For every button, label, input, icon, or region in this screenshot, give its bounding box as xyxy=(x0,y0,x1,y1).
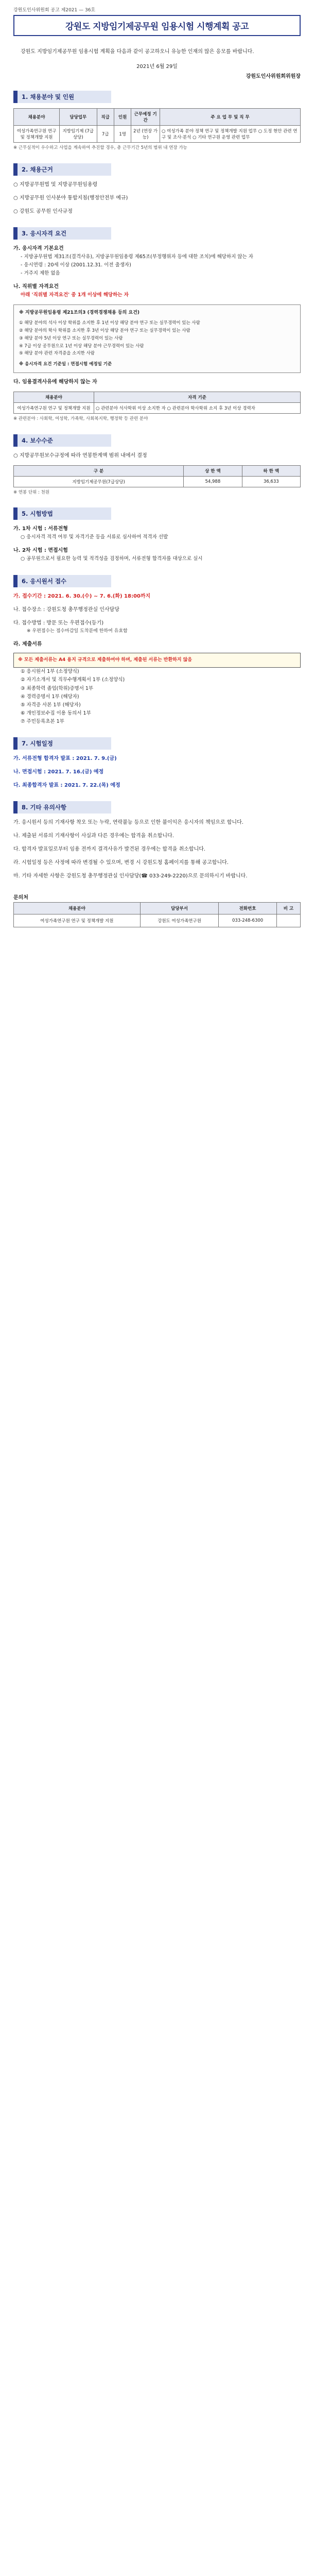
sec3b-note: ※ 관련분야 : 사회학, 여성학, 가족학, 사회복지학, 행정학 등 관련 분야 xyxy=(13,416,148,422)
sec3-sub-b: 나. 직위별 자격요건 xyxy=(13,284,59,290)
section-7-heading: 7. 시험일정 xyxy=(13,737,111,750)
section-5-heading: 5. 시험방법 xyxy=(13,507,111,520)
table-header-row xyxy=(14,109,301,126)
section-1-heading: 1. 채용분야 및 인원 xyxy=(13,91,111,103)
sec6-a xyxy=(13,592,301,601)
cell-duties: ○ 여성가족 분야 정책 연구 및 정책개발 지원 업무 ○ 도정 현안 관련 연구 및 조사·분석 ○ 기타 연구원 운영 관련 업무 xyxy=(160,126,301,143)
cell-count: 1명 xyxy=(114,126,131,143)
table-row xyxy=(14,476,301,487)
section-8-heading: 8. 기타 유의사항 xyxy=(13,801,111,814)
list-item: 라. 시험일정 등은 사정에 따라 변경될 수 있으며, 변경 시 강원도청 홈페이지를 통해 공고합니다. xyxy=(13,860,229,866)
sec3-sub-c: 다. 임용결격사유에 해당하지 않는 자 xyxy=(13,379,97,385)
col-grade: 직급 xyxy=(97,109,114,126)
cell-period: 2년 (연장 가능) xyxy=(131,126,160,143)
section-2-heading: 2. 채용근거 xyxy=(13,163,111,176)
sec6-b: 나. 접수장소 : 강원도청 총무행정관실 인사담당 xyxy=(13,606,119,613)
sec3-highlight: 아래 '직위별 자격요건' 중 1개 이상에 해당하는 자 xyxy=(21,292,129,298)
notice-title: 강원도 지방임기제공무원 임용시험 시행계획 공고 xyxy=(13,15,301,36)
list-item: ⑥ 개인정보수집 이용 동의서 1부 xyxy=(21,710,91,716)
col-dept: 담당업무 xyxy=(60,109,97,126)
cell-grade: 7급 xyxy=(97,126,114,143)
col-duties: 주 요 업 무 및 직 무 xyxy=(160,109,301,126)
regulation-footnote: ※ 응시자격 요건 기준일 : 면접시험 예정일 기준 xyxy=(19,362,112,367)
step-2-desc: ○ 공무원으로서 필요한 능력 및 적격성을 검정하며, 서류전형 합격자를 대상으로 실시 xyxy=(21,556,203,562)
list-item: - 거주지 제한 없음 xyxy=(21,270,60,276)
col-label: 구 분 xyxy=(14,465,184,476)
list-item: ⑦ 주민등록초본 1부 xyxy=(21,719,64,725)
cell-upper: 54,988 xyxy=(184,476,242,487)
list-item: ① 해당 분야의 석사 이상 학위를 소지한 후 1년 이상 해당 분야 연구 또는 실무경력이 있는 사람 xyxy=(19,320,200,326)
salary-unit-note: ※ 연봉 단위 : 천원 xyxy=(13,489,50,495)
sec3-sub-a: 가. 응시자격 기본요건 xyxy=(13,245,64,251)
list-item: ② 해당 분야의 학사 학위를 소지한 후 3년 이상 해당 분야 연구 또는 실무경력이 있는 사람 xyxy=(19,328,190,333)
cell-field: 여성가족연구원 연구 및 정책개발 지원 xyxy=(14,403,94,414)
list-item: 가. 서류전형 합격자 발표 : 2021. 7. 9.(금) xyxy=(13,756,117,762)
sec4-intro: ○ 지방공무원보수규정에 따라 연봉한계액 범위 내에서 결정 xyxy=(13,452,147,459)
cell-label: 지방임기제공무원(7급상당) xyxy=(14,476,184,487)
sec1-note: ※ 근무실적이 우수하고 사업을 계속하여 추진할 경우, 총 근무기간 5년의 범위 내 연장 가능 xyxy=(13,145,187,150)
list-item: ② 자기소개서 및 직무수행계획서 1부 (소정양식) xyxy=(21,677,125,683)
sec6-d: 라. 제출서류 xyxy=(13,641,42,647)
cell-dept: 지방임기제 (7급상당) xyxy=(60,126,97,143)
cell-note xyxy=(276,914,300,927)
col-phone: 전화번호 xyxy=(219,903,277,914)
issuer-name: 강원도인사위원회위원장 xyxy=(246,74,301,79)
list-item: 다. 최종합격자 발표 : 2021. 7. 22.(목) 예정 xyxy=(13,783,120,789)
regulation-box xyxy=(13,304,301,373)
intro-text: 강원도 지방임기제공무원 임용시험 계획을 다음과 같이 공고하오니 유능한 인재의 많은 응모를 바랍니다. xyxy=(21,49,254,55)
col-period: 근무예정 기간 xyxy=(131,109,160,126)
list-item: 나. 제출된 서류의 기재사항이 사실과 다른 경우에는 합격을 취소합니다. xyxy=(13,833,174,839)
application-period: 가. 접수기간 : 2021. 6. 30.(수) ~ 7. 6.(화) 18:00까지 xyxy=(13,593,151,599)
list-item: ○ 강원도 공무원 인사규정 xyxy=(13,208,73,214)
contact-table xyxy=(13,902,301,927)
step-1: 가. 1차 시험 : 서류전형 xyxy=(13,526,68,532)
col-lower: 하 한 액 xyxy=(242,465,300,476)
col-criteria: 자격 기준 xyxy=(94,392,300,403)
table-header-row xyxy=(14,392,301,403)
cell-dept: 강원도 여성가족연구원 xyxy=(140,914,219,927)
list-item: 다. 합격자 발표일로부터 임용 전까지 결격사유가 발견된 경우에는 합격을 취소합니다. xyxy=(13,846,206,853)
notice-number: 강원도인사위원회 공고 제2021 — 36호 xyxy=(13,8,96,13)
list-item: - 응시연령 : 20세 이상 (2001.12.31. 이전 출생자) xyxy=(21,262,131,268)
list-item: ○ 지방공무원법 및 지방공무원임용령 xyxy=(13,181,98,188)
list-item: - 지방공무원법 제31조(결격사유), 지방공무원임용령 제65조(부정행위자 등에 대한 조치)에 해당하지 않는 자 xyxy=(21,253,253,260)
recruit-table xyxy=(13,108,301,143)
list-item: 나. 면접시험 : 2021. 7. 16.(금) 예정 xyxy=(13,769,104,775)
col-field: 채용분야 xyxy=(14,903,141,914)
cell-criteria: ○ 관련분야 석사학위 이상 소지한 자 ○ 관련분야 학사학위 소지 후 3년 이상 경력자 xyxy=(94,403,300,414)
table-header-row xyxy=(14,903,301,914)
table-row xyxy=(14,126,301,143)
salary-table xyxy=(13,465,301,487)
qualification-table xyxy=(13,392,301,414)
list-item: ④ 7급 이상 공무원으로 1년 이상 해당 분야 근무경력이 있는 사람 xyxy=(19,343,144,349)
list-item: ③ 최종학력 졸업(학위)증명서 1부 xyxy=(21,685,94,691)
cell-field: 여성가족연구원 연구 및 정책개발 지원 xyxy=(14,126,60,143)
sec6-c: 다. 접수방법 : 방문 또는 우편접수(등기) xyxy=(13,620,104,626)
table-row xyxy=(14,403,301,414)
step-1-desc: ○ 응시자격 적격 여부 및 자격기준 등을 서류로 심사하여 적격자 선발 xyxy=(21,534,168,540)
section-4-heading: 4. 보수수준 xyxy=(13,434,111,447)
col-dept: 담당부서 xyxy=(140,903,219,914)
table-row xyxy=(14,914,301,927)
list-item: 가. 응시원서 등의 기재사항 착오 또는 누락, 연락불능 등으로 인한 불이익은 응시자의 책임으로 합니다. xyxy=(13,820,243,826)
step-2: 나. 2차 시험 : 면접시험 xyxy=(13,548,68,554)
list-item: ⑤ 자격증 사본 1부 (해당자) xyxy=(21,702,81,708)
contact-title: 문의처 xyxy=(13,895,28,901)
document-highlight: ※ 모든 제출서류는 A4 용지 규격으로 제출하여야 하며, 제출된 서류는 반환하지 않음 xyxy=(13,653,301,668)
section-6-heading: 6. 응시원서 접수 xyxy=(13,575,111,587)
col-count: 인원 xyxy=(114,109,131,126)
list-item: ③ 해당 분야 5년 이상 연구 또는 실무경력이 있는 사람 xyxy=(19,335,123,341)
list-item: ④ 경력증명서 1부 (해당자) xyxy=(21,693,79,700)
col-note: 비 고 xyxy=(276,903,300,914)
cell-phone: 033-248-6300 xyxy=(219,914,277,927)
col-field: 채용분야 xyxy=(14,392,94,403)
sec6-c-note: ※ 우편접수는 접수마감일 도착분에 한하여 유효함 xyxy=(27,628,128,634)
list-item: 마. 기타 자세한 사항은 강원도청 총무행정관실 인사담당(☎ 033-249-2220)으로 문의하시기 바랍니다. xyxy=(13,873,248,879)
list-item: ○ 지방공무원 인사분야 통합지침(행정안전부 예규) xyxy=(13,195,128,201)
table-header-row xyxy=(14,465,301,476)
notice-page xyxy=(0,0,314,948)
regulation-title: ※ 지방공무원임용령 제21조의3 (경력경쟁채용 등의 요건) xyxy=(19,310,140,316)
cell-lower: 36,633 xyxy=(242,476,300,487)
notice-date: 2021년 6월 29일 xyxy=(136,64,178,70)
list-item: ① 응시원서 1부 (소정양식) xyxy=(21,669,79,675)
col-upper: 상 한 액 xyxy=(184,465,242,476)
col-field: 채용분야 xyxy=(14,109,60,126)
section-3-heading: 3. 응시자격 요건 xyxy=(13,227,111,240)
list-item: ⑤ 해당 분야 관련 자격증을 소지한 사람 xyxy=(19,351,95,357)
cell-field: 여성가족연구원 연구 및 정책개발 지원 xyxy=(14,914,141,927)
